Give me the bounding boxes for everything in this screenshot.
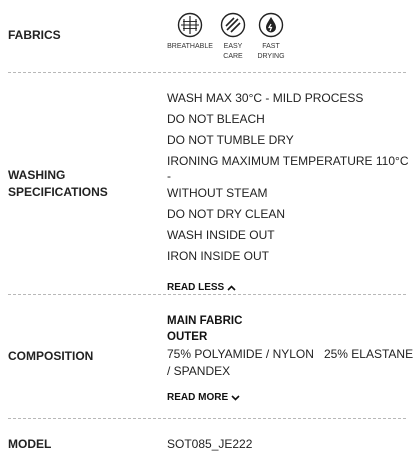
washing-item: DO NOT BLEACH: [167, 112, 265, 126]
fast-drying-caption: FAST DRYING: [257, 43, 285, 60]
composition-label: COMPOSITION: [8, 349, 94, 363]
composition-section: [0, 295, 416, 418]
chevron-up-icon: [227, 285, 236, 291]
washing-item: IRON INSIDE OUT: [167, 249, 270, 263]
breathable-caption: BREATHABLE: [167, 43, 213, 50]
composition-line: / SPANDEX: [167, 364, 231, 378]
washing-item: DO NOT TUMBLE DRY: [167, 133, 294, 147]
washing-item: WASH MAX 30°C - MILD PROCESS: [167, 91, 364, 105]
easy-care-icon: [220, 12, 246, 38]
model-section: [0, 419, 416, 468]
composition-details: [167, 313, 412, 405]
fast-drying-feature: [248, 12, 294, 62]
washing-item: DO NOT DRY CLEAN: [167, 207, 286, 221]
breathable-icon: [177, 12, 203, 38]
model-value: SOT085_JE222: [167, 437, 253, 451]
washing-item: IRONING MAXIMUM TEMPERATURE 110°C -: [167, 154, 409, 183]
read-less-button[interactable]: READ LESS: [167, 282, 236, 293]
washing-section: [0, 73, 416, 294]
fabrics-label: FABRICS: [8, 28, 61, 42]
chevron-down-icon: [231, 395, 240, 401]
model-label: MODEL: [8, 437, 52, 451]
main-fabric-heading: MAIN FABRIC: [167, 315, 243, 327]
composition-line: 75% POLYAMIDE / NYLON 25% ELASTANE: [167, 347, 414, 361]
outer-heading: OUTER: [167, 331, 208, 343]
washing-label: WASHING SPECIFICATIONS: [8, 168, 108, 199]
read-more-button[interactable]: READ MORE: [167, 392, 240, 403]
washing-item: WITHOUT STEAM: [167, 186, 268, 200]
washing-item: WASH INSIDE OUT: [167, 228, 275, 242]
fast-drying-icon: [258, 12, 284, 38]
washing-list: [167, 91, 412, 295]
fabrics-section: [0, 0, 416, 72]
easy-care-caption: EASY CARE: [223, 43, 243, 60]
breathable-feature: [167, 12, 213, 52]
